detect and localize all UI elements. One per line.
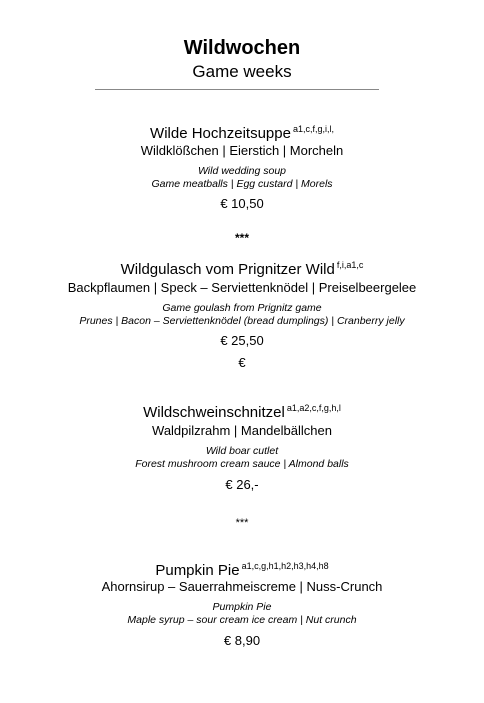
dish-name	[0, 403, 484, 421]
dish-price: € 8,90	[223, 633, 261, 648]
allergen-codes: a1,c,f,g,i,l,	[292, 124, 334, 134]
dish-sides-english: Forest mushroom cream sauce | Almond balls	[135, 458, 349, 470]
dish-sides: Waldpilzrahm | Mandelbällchen	[152, 423, 332, 438]
dish-name-english: Game goulash from Prignitz game	[162, 302, 322, 314]
dish-name-english: Wild wedding soup	[197, 165, 287, 177]
dish-price: € 10,50	[220, 196, 264, 211]
dish-name-english: Pumpkin Pie	[212, 601, 272, 613]
allergen-codes: f,i,a1,c	[336, 260, 364, 270]
dish-sides-english: Game meatballs | Egg custard | Morels	[151, 178, 333, 190]
allergen-codes: a1,a2,c,f,g,h,l	[286, 403, 341, 413]
separator: ***	[235, 517, 249, 529]
dish-price-extra: €	[238, 355, 246, 370]
dish-name	[0, 260, 484, 278]
dish-sides-english: Maple syrup – sour cream ice cream | Nut crunch	[127, 614, 357, 626]
dish-name	[0, 124, 484, 142]
dish-sides: Ahornsirup – Sauerrahmeiscreme | Nuss-Crunch	[101, 579, 383, 594]
dish-name-text: Wilde Hochzeitsuppe	[150, 125, 291, 142]
dish-sides-english: Prunes | Bacon – Serviettenknödel (bread dumplings) | Cranberry jelly	[79, 315, 405, 327]
dish-name-text: Wildschweinschnitzel	[143, 404, 285, 421]
dish-price: € 26,-	[225, 477, 259, 492]
separator: ***	[234, 231, 249, 245]
dish-name	[0, 561, 484, 579]
page-title: Wildwochen	[183, 37, 301, 59]
dish-price: € 25,50	[220, 333, 264, 348]
allergen-codes: a1,c,g,h1,h2,h3,h4,h8	[241, 561, 329, 571]
dish-name-english: Wild boar cutlet	[205, 445, 279, 457]
dish-sides: Backpflaumen | Speck – Serviettenknödel | Preiselbeergelee	[67, 280, 417, 295]
title-divider	[95, 89, 379, 90]
page-subtitle: Game weeks	[192, 62, 292, 81]
dish-name-text: Pumpkin Pie	[155, 562, 240, 579]
dish-name-text: Wildgulasch vom Prignitzer Wild	[120, 261, 335, 278]
dish-sides: Wildklößchen | Eierstich | Morcheln	[140, 143, 344, 158]
